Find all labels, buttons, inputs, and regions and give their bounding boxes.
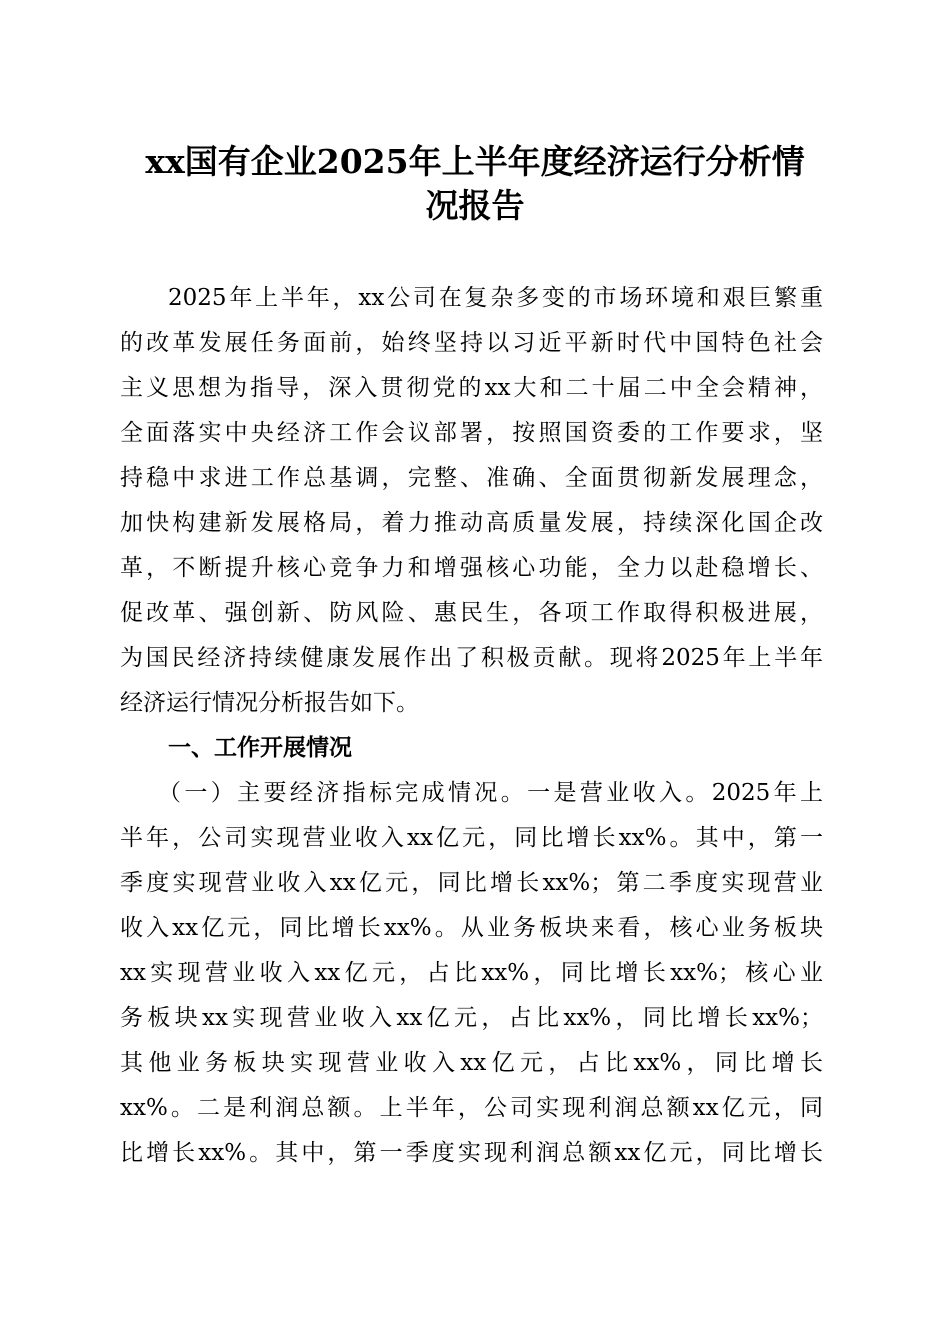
paragraph-line: 收入xx亿元，同比增长xx%。从业务板块来看，核心业务板块 (120, 915, 823, 941)
section-heading: 一、工作开展情况 (168, 735, 352, 761)
paragraph-line: xx%。二是利润总额。上半年，公司实现利润总额xx亿元，同 (120, 1095, 823, 1121)
paragraph-line: （一）主要经济指标完成情况。一是营业收入。2025年上 (158, 780, 823, 806)
paragraph-line: xx实现营业收入xx亿元，占比xx%，同比增长xx%；核心业 (120, 960, 823, 986)
title-line: 况报告 (425, 186, 525, 225)
paragraph-line: 全面落实中央经济工作会议部署，按照国资委的工作要求，坚 (120, 420, 823, 446)
paragraph-line: 比增长xx%。其中，第一季度实现利润总额xx亿元，同比增长 (120, 1140, 823, 1166)
document-title (100, 140, 850, 228)
paragraph-line: 加快构建新发展格局，着力推动高质量发展，持续深化国企改 (120, 510, 823, 536)
paragraph-line: 2025年上半年，xx公司在复杂多变的市场环境和艰巨繁重 (168, 285, 823, 311)
paragraph-line: 促改革、强创新、防风险、惠民生，各项工作取得积极进展， (120, 600, 823, 626)
paragraph-line: 季度实现营业收入xx亿元，同比增长xx%；第二季度实现营业 (120, 870, 823, 896)
paragraph-line: 务板块xx实现营业收入xx亿元，占比xx%，同比增长xx%； (120, 1005, 823, 1031)
title-line: xx国有企业2025年上半年度经济运行分析情 (145, 142, 805, 181)
paragraph-line: 持稳中求进工作总基调，完整、准确、全面贯彻新发展理念， (120, 465, 823, 491)
paragraph-line: 为国民经济持续健康发展作出了积极贡献。现将2025年上半年 (120, 645, 823, 671)
paragraph-line: 的改革发展任务面前，始终坚持以习近平新时代中国特色社会 (120, 330, 823, 356)
paragraph-line: 革，不断提升核心竞争力和增强核心功能，全力以赴稳增长、 (120, 555, 823, 581)
paragraph-line: 主义思想为指导，深入贯彻党的xx大和二十届二中全会精神， (120, 375, 823, 401)
document-body (120, 276, 823, 1176)
paragraph-line: 其他业务板块实现营业收入xx亿元，占比xx%，同比增长 (120, 1050, 823, 1076)
paragraph-line: 半年，公司实现营业收入xx亿元，同比增长xx%。其中，第一 (120, 825, 823, 851)
paragraph-line: 经济运行情况分析报告如下。 (120, 690, 419, 716)
